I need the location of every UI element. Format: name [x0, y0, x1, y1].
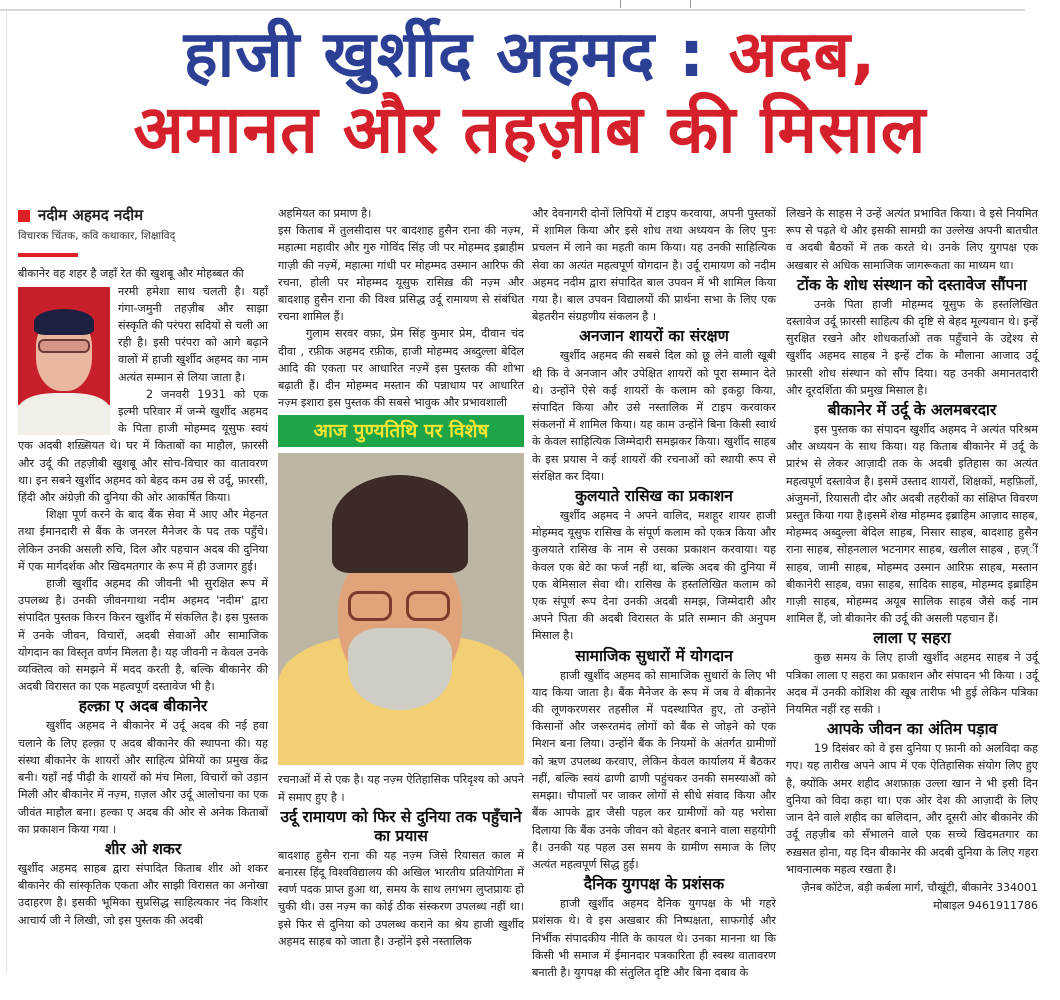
subheading: बीकानेर में उर्दू के अलमबरदार — [827, 401, 997, 420]
article-headline — [0, 18, 1060, 169]
paragraph: नरमी हमेशा साथ चलती है। यहाँ गंगा-जमुनी तहज़ीब और साझा संस्कृति की परंपरा सदियों से चली आ रही है। इसी परंपरा को आगे बढ़ाने वालों में हाजी खुर्शीद अहमद का नाम अत्यंत सम्मान से लिया जाता है। — [118, 284, 268, 384]
column-3 — [532, 205, 776, 981]
top-toolbar-strip — [0, 0, 1025, 11]
byline — [18, 207, 268, 224]
paragraph: खुर्शीद अहमद साहब द्वारा संपादित किताब शीर ओ शकर बीकानेर की सांस्कृतिक एकता और साझी विरासत का अनोखा उदाहरण है। इसकी भूमिका सुप्रसिद्ध साहित्यकार नंद किशोर आचार्य जी ने लिखी, जो इस पुस्तक की अदबी — [18, 861, 268, 927]
subheading: टोंक के शोध संस्थान को दस्तावेज सौंपना — [797, 275, 1027, 294]
headline-subject: हाजी खुर्शीद अहमद : — [183, 18, 706, 92]
paragraph: 19 दिसंबर को वे इस दुनिया ए फ़ानी को अलविदा कह गए। यह तारीख अपने आप में एक ऐतिहासिक संयोग लिए हुए है, क्योंकि अमर शहीद अशफ़ाक़ उल्ला खान ने भी इसी दिन दुनिया को विदा कहा था। एक ओर देश की आज़ादी के लिए जान देने वाले शहीद का बलिदान, और दूसरी ओर बीकानेर की उर्दू तहज़ीब को सँभालने वाले एक सच्चे खिदमतगार का रुख़सत होना, यह दिन बीकानेर की अदबी दुनिया के लिए गहरा भावनात्मक महत्व रखता है। — [786, 742, 1038, 876]
paragraph: इस किताब में तुलसीदास पर बादशाह हुसैन राना की नज़्म, महात्मा महावीर और गुरु गोविंद सिंह जी पर मोहम्मद इब्राहीम गाज़ी की नज़्में, महात्मा गांधी पर मोहम्मद उस्मान आरिफ की रचना, होली पर मोहम्मद यूसुफ रासिख़ की नज़्म और बादशाह हुसैन राना की विश्व प्रसिद्ध उर्दू रामायण से संबंधित रचना शामिल हैं। — [278, 224, 524, 324]
red-square-bullet-icon — [18, 210, 30, 222]
paragraph: खुर्शीद अहमद ने अपने वालिद, मशहूर शायर हाजी मोहम्मद यूसुफ रासिख के संपूर्ण कलाम को एकत्र किया और कुलयाते रासिख के नाम से उसका प्रकाशन करवाया। यह केवल एक बेटे का फर्ज नहीं था, बल्कि अदब की दुनिया में एक बेमिसाल सेवा थी। रासिख के हस्तलिखित कलाम को एक संपूर्ण रूप देना उनकी अदबी समझ, जिम्मेदारी और अपने पिता की अदबी विरासत के प्रति सम्मान की अनुपम मिसाल है। — [532, 509, 776, 643]
author-photo — [18, 287, 110, 435]
subheading: उर्दू रामायण को फिर से दुनिया तक पहुँचाने का प्रयास — [280, 807, 522, 845]
headline-red-part: अदब, — [728, 18, 877, 92]
paragraph: बीकानेर वह शहर है जहाँ रेत की खुशबू और मोहब्बत की — [18, 267, 244, 281]
column-4 — [786, 205, 1038, 914]
paragraph: इस पुस्तक का संपादन खुर्शीद अहमद ने अत्यंत परिश्रम और अध्ययन के साथ किया। यह किताब बीकानेर में उर्दू के प्रारंभ से लेकर आज़ादी तक के अदबी इतिहास का अत्यंत महत्वपूर्ण दस्तावेज है। इसमें उस्ताद शायरों, शिक्षकों, महफ़िलों, अंजुमनों, रियासती दौर और अदबी तहरीकों का संक्षिप्त विवरण प्रस्तुत किया गया है।इसमें शेख मोहम्मद इब्राहिम आज़ाद साहब, मोहम्मद अब्दुल्ला बेदिल साहब, निसार साहब, बादशाह हुसैन राना साहब, सोहनलाल भटनागर साहब, खलील साहब , हज़्ीं साहब, जामी साहब, मोहम्मद उस्मान आरिफ़ साहब, मस्तान बीकानेरी साहब, वफ़ा साहब, सादिक साहब, मोहम्मद इब्राहिम गाज़ी साहब, मोहम्मद अयूब सालिक साहब जैसे कई नाम शामिल हैं, जो बीकानेर की उर्दू की असली पहचान हैं। — [786, 423, 1038, 626]
column-2 — [278, 205, 524, 950]
paragraph: हाजी खुर्शीद अहमद की जीवनी भी सुरक्षित रूप में उपलब्ध है। उनकी जीवनगाथा नदीम अहमद 'नदीम' द्वारा संपादित पुस्तक किरन किरन खुर्शीद में संकलित है। इस पुस्तक में उनके जीवन, विचारों, अदबी सेवाओं और सामाजिक योगदान का विस्तृत वर्णन मिलता है। यह जीवनी न केवल उनके व्यक्तित्व को समझने में मदद करती है, बल्कि बीकानेर की अदबी विरासत का एक महत्वपूर्ण दस्तावेज भी है। — [18, 577, 268, 694]
headline-line-2: अमानत और तहज़ीब की मिसाल — [133, 91, 927, 169]
paragraph: लिखने के साहस ने उन्हें अत्यंत प्रभावित किया। वे इसे नियमित रूप से पढ़ते थे और इसकी सामग्री का उल्लेख अपनी बातचीत व अदबी बैठकों में तक करते थे। उनके लिए युगपक्ष एक अखबार से अधिक सामाजिक जागरूकता का माध्यम था। — [786, 207, 1038, 272]
paragraph: अहमियत का प्रमाण है। — [278, 207, 372, 220]
paragraph: 2 जनवरी 1931 को एक इल्मी परिवार में जन्मे खुर्शीद अहमद के पिता हाजी मोहम्मद यूसुफ स्वयं एक अदबी शख़्सियत थे। घर में किताबों का माहौल, फ़ारसी और उर्दू की तहज़ीबी खुशबू और सोच-विचार का वातावरण था। इन सबने खुर्शीद अहमद को बेहद कम उम्र से उर्दू, फ़ारसी, हिंदी और अंग्रेज़ी की दुनिया की ओर आकर्षित किया। — [18, 387, 268, 505]
author-address: ज़ैनब कॉटेज, बड़ी कर्बला मार्ग, चौखूंटी, बीकानेर 334001 — [801, 880, 1038, 894]
subheading: दैनिक युगपक्ष के प्रशंसक — [583, 875, 725, 894]
paragraph: बादशाह हुसैन राना की यह नज़्म जिसे रियासत काल में बनारस हिंदू विश्वविद्यालय की अखिल भारतीय प्रतियोगिता में स्वर्ण पदक प्राप्त हुआ था, समय के साथ लगभग लुप्तप्रायः हो चुकी थी। उस नज़्म का कोई ठीक संस्करण उपलब्ध नहीं था। इसे फिर से दुनिया को उपलब्ध कराने का श्रेय हाजी खुर्शीद अहमद साहब को जाता है। उन्होंने इसे नस्तालिक — [278, 848, 524, 948]
subheading: शीर ओ शकर — [104, 839, 182, 858]
subheading: लाला ए सहरा — [873, 629, 951, 648]
paragraph: रचनाओं में से एक है। यह नज़्म ऐतिहासिक परिदृश्य को अपने में समाए हुए है । — [278, 773, 524, 804]
subheading: कुलयाते रासिख का प्रकाशन — [575, 487, 733, 506]
subheading: सामाजिक सुधारों में योगदान — [575, 646, 733, 665]
paragraph: कुछ समय के लिए हाजी खुर्शीद अहमद साहब ने उर्दू पत्रिका लाला ए सहरा का प्रकाशन और संपादन भी किया । उर्दू अदब में उनकी कोशिश की खूब तारीफ भी हुई लेकिन पत्रिका नियमित नहीं रह सकी । — [786, 651, 1038, 717]
subheading: हल्क़ा ए अदब बीकानेर — [78, 697, 208, 716]
paragraph: हाजी खुर्शीद अहमद दैनिक युगपक्ष के भी गहरे प्रशंसक थे। वे इस अखबार की निष्पक्षता, साफगोई और निर्भीक संपादकीय नीति के कायल थे। उनका मानना था कि किसी भी समाज में ईमानदार पत्रकारिता ही स्वस्थ वातावरण बनाती है। युगपक्ष की संतुलित दृष्टि और बिना दबाव के — [532, 897, 776, 979]
paragraph: खुर्शीद अहमद ने बीकानेर में उर्दू अदब की नई हवा चलाने के लिए हल्क़ा ए अदब बीकानेर की स्थापना की। यह संस्था बीकानेर के शायरों और साहित्य प्रेमियों का प्रमुख केंद्र बनी। यहाँ नई पीढ़ी के शायरों को मंच मिला, विचारों को उड़ान मिली और बीकानेर में नज़्म, ग़ज़ल और उर्दू आलोचना का एक जीवंत माहौल बना। हल्का ए अदब की ओर से अनेक किताबों का प्रकाशन किया गया । — [18, 719, 268, 836]
paragraph: और देवनागरी दोनों लिपियों में टाइप करवाया, अपनी पुस्तकों में शामिल किया और इसे शोध तथा अध्ययन के लिए पुनः प्रचलन में लाने का महती काम किया। यह उनकी साहित्यिक सेवा का अत्यंत महत्वपूर्ण योगदान है। उर्दू रामायण को नदीम अहमद नदीम द्वारा संपादित बाल उपवन में भी शामिल किया गया है। बाल उपवन विद्यालयों की प्रार्थना सभा के लिए एक बेहतरीन संग्रहणीय संकलन है । — [532, 207, 776, 324]
special-banner: आज पुण्यतिथि पर विशेष — [278, 415, 524, 447]
red-divider — [18, 253, 78, 257]
paragraph: उनके पिता हाजी मोहम्मद यूसुफ के हस्तलिखित दस्तावेज उर्दू फ़ारसी साहित्य की दृष्टि से बेहद मूल्यवान थे। इन्हें सुरक्षित रखने और शोधकर्ताओं तक पहुँचाने के उद्देश्य से खुर्शीद अहमद साहब ने इन्हें टोंक के मौलाना आजाद उर्दू फ़ारसी शोध संस्थान को सौंप दिया। यह उनकी अमानतदारी और दूरदर्शिता की प्रमुख मिसाल है। — [786, 297, 1038, 397]
paragraph: खुर्शीद अहमद की सबसे दिल को छू लेने वाली खूबी थी कि वे अनजान और उपेक्षित शायरों को पूरा सम्मान देते थे। उन्होंने ऐसे कई शायरों के कलाम को इकट्ठा किया, संपादित किया और उसे नस्तालिक में टाइप करवाकर संकलनों में शामिल किया। यह काम उन्होंने बिना किसी स्वार्थ के केवल साहित्यिक जिम्मेदारी समझकर किया। खुर्शीद साहब के इस प्रयास ने कई शायरों की रचनाओं को स्थायी रूप से संरक्षित कर दिया। — [532, 349, 776, 483]
toolbar-divider — [620, 0, 621, 8]
toolbar-divider — [690, 0, 691, 8]
subject-portrait-photo — [278, 453, 524, 765]
subheading: आपके जीवन का अंतिम पड़ाव — [826, 720, 998, 739]
paragraph: शिक्षा पूर्ण करने के बाद बैंक सेवा में आए और मेहनत तथा ईमानदारी से बैंक के जनरल मैनेजर के पद तक पहुँचे। लेकिन उनकी असली रुचि, दिल और पहचान अदब की दुनिया में एक मार्गदर्शक और खिदमतगार के रूप में ही उजागर हुई। — [18, 508, 268, 573]
column-1 — [18, 205, 268, 929]
paragraph: हाजी खुर्शीद अहमद को सामाजिक सुधारों के लिए भी याद किया जाता है। बैंक मैनेजर के रूप में जब वे बीकानेर की लूणकरणसर तहसील में पदस्थापित हुए, तो उन्होंने किसानों और जरूरतमंद लोगों को बैंक से जोड़ने को एक मिशन बना लिया। उन्होंने बैंक के नियमों के अंतर्गत ग्रामीणों को ऋण उपलब्ध करवाए, लेकिन केवल कार्यालय में बैठकर नहीं, बल्कि स्वयं ढाणी ढाणी पहुंचकर उनकी समस्याओं को समझा। चौपालों पर जाकर लोगों से सीधे संवाद किया और बैंक आपके द्वार जैसी पहल कर ग्रामीणों को यह भरोसा दिलाया कि बैंक उनके जीवन को बेहतर बनाने वाला सहयोगी है। उनकी यह पहल उस समय के ग्रामीण समाज के लिए अत्यंत महत्वपूर्ण सिद्ध हुई। — [532, 668, 776, 871]
author-role: विचारक चिंतक, कवि कथाकार, शिक्षाविद् — [18, 230, 176, 243]
headline-line-1 — [0, 18, 1060, 92]
paragraph: गुलाम सरवर वफ़ा, प्रेम सिंह कुमार प्रेम, दीवान चंद दीवा , रफ़ीक अहमद रफ़ीक, हाजी मोहम्मद अब्दुल्ला बेदिल आदि की एकता पर आधारित नज़्में इस पुस्तक की शोभा बढ़ाती हैं। दीन मोहम्मद मस्तान की पन्नाधाय पर आधारित नज़्म इशारा इस पुस्तक की सबसे भावुक और प्रभावशाली — [278, 327, 524, 410]
subheading: अनजान शायरों का संरक्षण — [579, 327, 729, 346]
author-name: नदीम अहमद नदीम — [38, 206, 144, 224]
author-mobile: मोबाइल 9461911786 — [933, 898, 1038, 912]
